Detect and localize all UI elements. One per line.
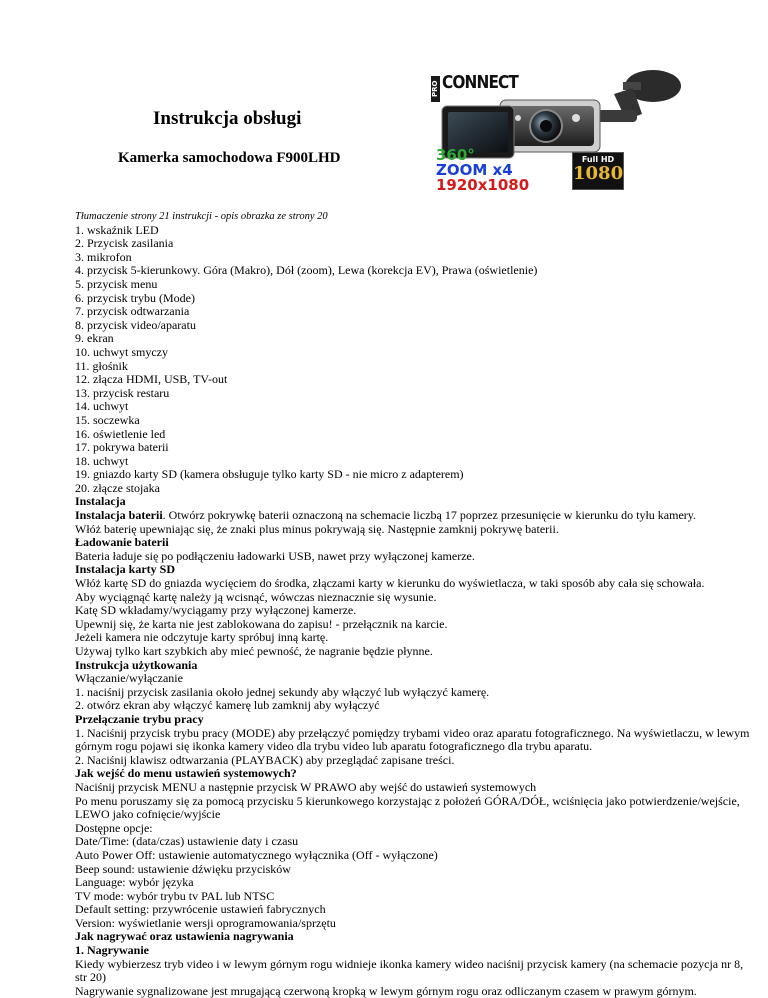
install-paragraph xyxy=(75,509,755,523)
sd-line: Katę SD wkładamy/wyciągamy przy wyłączonej kamerze. xyxy=(75,603,357,618)
menu-line-2: Po menu poruszamy się za pomocą przycisku 5 kierunkowego korzystając z położeń GÓRA/DÓŁ, wciśnięcia jako potwierdzenie/wejście, LEWO jako cofnięcie/wyjście xyxy=(75,793,740,822)
spec-zoom: ZOOM x4 xyxy=(436,161,513,179)
list-item: 4. przycisk 5-kierunkowy. Góra (Makro), Dół (zoom), Lewa (korekcja EV), Prawa (oświetlenie) xyxy=(75,263,538,278)
sd-line: Jeżeli kamera nie odczytuje karty spróbuj inną kartę. xyxy=(75,630,329,645)
usage-line: 1. naciśnij przycisk zasilania około jednej sekundy aby włączyć lub wyłączyć kamerę. xyxy=(75,684,490,699)
list-item: 14. uchwyt xyxy=(75,399,129,414)
menu-option: Default setting: przywrócenie ustawień fabrycznych xyxy=(75,902,326,917)
list-item: 15. soczewka xyxy=(75,412,140,427)
list-item: 10. uchwyt smyczy xyxy=(75,344,168,359)
record-subheading: 1. Nagrywanie xyxy=(75,943,149,958)
document-body xyxy=(75,210,755,998)
parts-list xyxy=(75,224,755,496)
section-heading-sd: Instalacja karty SD xyxy=(75,562,176,577)
menu-option: Date/Time: (data/czas) ustawienie daty i czasu xyxy=(75,834,299,849)
menu-option: Language: wybór języka xyxy=(75,875,194,890)
usage-line: 2. otwórz ekran aby włączyć kamerę lub zamknij aby wyłączyć xyxy=(75,698,380,713)
record-line-1: Kiedy wybierzesz tryb video i w lewym górnym rogu widnieje ikonka kamery wideo naciśnij przycisk kamery (na schemacie pozycja nr 8, str 20) xyxy=(75,956,744,985)
sd-line: Włóż kartę SD do gniazda wycięciem do środka, złączami karty w kierunku do wyświetlacza, w taki sposób aby cała się schowała. xyxy=(75,576,705,591)
full-hd-badge-number: 1080 xyxy=(573,163,624,184)
mode-line-2: 2. Naciśnij klawisz odtwarzania (PLAYBACK) aby przeglądać zapisane treści. xyxy=(75,752,455,767)
list-item: 18. uchwyt xyxy=(75,453,129,468)
menu-option: Beep sound: ustawienie dźwięku przycisków xyxy=(75,861,291,876)
menu-line-1: Naciśnij przycisk MENU a następnie przycisk W PRAWO aby wejść do ustawień systemowych xyxy=(75,779,537,794)
record-line-2: Nagrywanie sygnalizowane jest mrugającą czerwoną kropką w lewym górnym rogu oraz odliczanym czasem w prawym górnym. xyxy=(75,983,697,998)
section-heading-charging: Ładowanie baterii xyxy=(75,535,169,550)
install-text: . Otwórz pokrywkę baterii oznaczoną na schemacie liczbą 17 poprzez przesunięcie w kierunku do tyłu kamery. xyxy=(162,508,696,523)
list-item: 1. wskaźnik LED xyxy=(75,222,159,237)
list-item: 20. złącze stojaka xyxy=(75,480,160,495)
section-heading-record: Jak nagrywać oraz ustawienia nagrywania xyxy=(75,929,294,944)
sd-line: Upewnij się, że karta nie jest zablokowana do zapisu! - przełącznik na karcie. xyxy=(75,616,448,631)
menu-option: Version: wyświetlanie wersji oprogramowania/sprzętu xyxy=(75,915,336,930)
section-heading-menu: Jak wejść do menu ustawień systemowych? xyxy=(75,766,297,781)
list-item: 16. oświetlenie led xyxy=(75,426,166,441)
list-item: 17. pokrywa baterii xyxy=(75,440,169,455)
menu-option: TV mode: wybór trybu tv PAL lub NTSC xyxy=(75,888,275,903)
page-subtitle: Kamerka samochodowa F900LHD xyxy=(118,150,341,166)
install-line-2: Włóż baterię upewniając się, że znaki plus minus pokrywają się. Następnie zamknij pokrywę baterii. xyxy=(75,521,559,536)
list-item: 9. ekran xyxy=(75,331,114,346)
charging-text: Bateria ładuje się po podłączeniu ładowarki USB, nawet przy wyłączonej kamerze. xyxy=(75,548,475,563)
sd-line: Używaj tylko kart szybkich aby mieć pewność, że nagranie będzie płynne. xyxy=(75,644,433,658)
page-title: Instrukcja obsługi xyxy=(153,108,302,129)
list-item: 3. mikrofon xyxy=(75,249,132,264)
list-item: 12. złącza HDMI, USB, TV-out xyxy=(75,372,228,387)
list-item: 8. przycisk video/aparatu xyxy=(75,317,196,332)
menu-option: Dostępne opcje: xyxy=(75,820,153,835)
list-item: 7. przycisk odtwarzania xyxy=(75,304,190,319)
section-heading-usage: Instrukcja użytkowania xyxy=(75,657,198,672)
list-item: 11. głośnik xyxy=(75,358,128,373)
translation-note: Tłumaczenie strony 21 instrukcji - opis obrazka ze strony 20 xyxy=(75,211,328,222)
full-hd-badge xyxy=(572,152,624,190)
list-item: 5. przycisk menu xyxy=(75,276,158,291)
brand-pro-label: PRO xyxy=(431,76,440,102)
mode-line-1: 1. Naciśnij przycisk trybu pracy (MODE) aby przełączyć pomiędzy trybami video oraz aparatu fotograficznego. Na wyświetlaczu, w lewym górnym rogu pojawi się ikonka kamery video dla trybu video lub aparatu fotograficznego dla trybu aparatu. xyxy=(75,725,750,754)
sd-line: Aby wyciągnąć kartę należy ją wcisnąć, wówczas nieznacznie się wysunie. xyxy=(75,589,437,604)
list-item: 19. gniazdo karty SD (kamera obsługuje tylko karty SD - nie micro z adapterem) xyxy=(75,467,464,482)
list-item: 2. Przycisk zasilania xyxy=(75,236,174,251)
section-heading-install: Instalacja xyxy=(75,494,126,509)
spec-360: 360° xyxy=(436,146,475,164)
list-item: 6. przycisk trybu (Mode) xyxy=(75,290,195,305)
product-banner xyxy=(428,58,686,198)
list-item: 13. przycisk restaru xyxy=(75,385,170,400)
section-heading-mode: Przełączanie trybu pracy xyxy=(75,711,204,726)
brand-name: CONNECT xyxy=(442,72,519,93)
spec-resolution: 1920x1080 xyxy=(436,176,530,194)
full-hd-badge-top: Full HD xyxy=(581,155,615,164)
usage-line: Włączanie/wyłączanie xyxy=(75,671,183,686)
install-lead: Instalacja baterii xyxy=(75,508,163,523)
menu-option: Auto Power Off: ustawienie automatycznego wyłącznika (Off - wyłączone) xyxy=(75,847,438,862)
